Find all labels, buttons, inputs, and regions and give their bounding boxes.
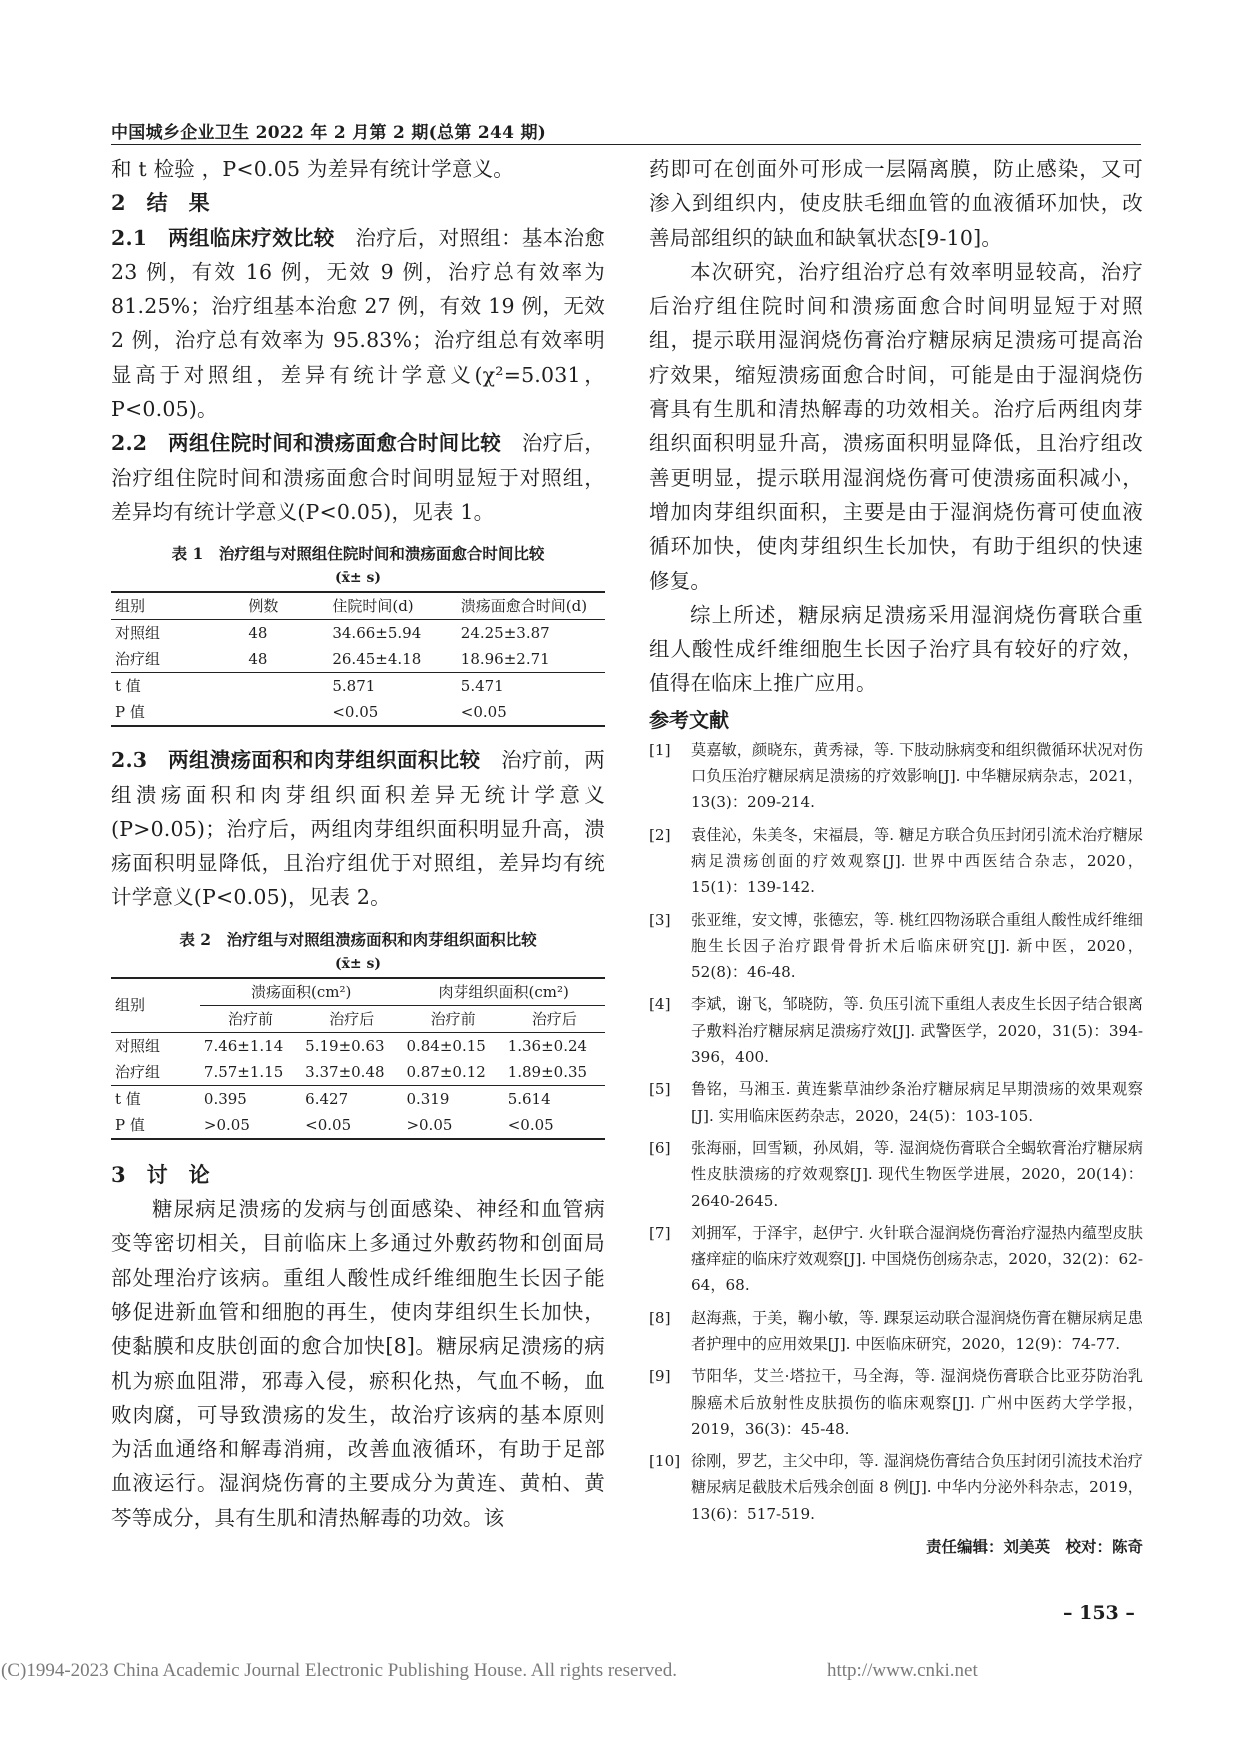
list-item <box>649 1076 1143 1129</box>
intro-paragraph: 和 t 检验 ，P<0.05 为差异有统计学意义。 <box>111 157 514 181</box>
copyright-notice: (C)1994-2023 China Academic Journal Electronic Publishing House. All rights reserved. <box>1 1660 677 1681</box>
header-rule <box>111 144 1141 145</box>
list-item <box>649 1363 1143 1442</box>
list-item <box>649 907 1143 986</box>
list-item <box>649 991 1143 1070</box>
table-cell: 0.319 <box>402 1085 503 1112</box>
table-cell: >0.05 <box>200 1112 301 1139</box>
section-3-heading: 3 讨 论 <box>111 1161 210 1187</box>
table2-subheader: 治疗后 <box>504 1005 605 1032</box>
table-row <box>111 673 605 700</box>
section-3-text: 糖尿病足溃疡的发病与创面感染、神经和血管病变等密切相关，目前临床上多通过外敷药物和创面局部处理治疗该病。重组人酸性成纤维细胞生长因子能够促进新血管和细胞的再生，使肉芽组织生长加快，使黏膜和皮肤创面的愈合加快[8]。糖尿病足溃疡的病机为瘀血阻滞，邪毒入侵，瘀积化热，气血不畅，血败肉腐，可导致溃疡的发生，故治疗该病的基本原则为活血通络和解毒消痈，改善血液循环，有助于足部血液运行。湿润烧伤膏的主要成分为黄连、黄柏、黄芩等成分，具有生肌和清热解毒的功效。该 <box>111 1197 605 1530</box>
ref-text: 赵海燕，于美，鞠小敏，等. 踝泵运动联合湿润烧伤膏在糖尿病足患者护理中的应用效果[J]. 中医临床研究，2020，12(9)：74-77. <box>691 1308 1143 1353</box>
table2-col-group-2: 肉芽组织面积(cm²) <box>402 978 605 1006</box>
list-item <box>649 1305 1143 1358</box>
table-cell: <0.05 <box>504 1112 605 1139</box>
ref-text: 李斌，谢飞，邹晓防，等. 负压引流下重组人表皮生长因子结合银离子敷料治疗糖尿病足溃疡疗效[J]. 武警医学，2020，31(5)：394-396，400. <box>691 995 1143 1067</box>
table-row <box>111 1112 605 1139</box>
table1 <box>111 591 605 727</box>
table-cell: 治疗组 <box>115 650 161 669</box>
table-row <box>111 620 605 647</box>
table-cell: 对照组 <box>115 1036 161 1055</box>
table-cell: 48 <box>248 624 268 643</box>
ref-number: [2] <box>649 825 671 844</box>
ref-number: [3] <box>649 910 671 929</box>
table-cell: 7.46±1.14 <box>203 1036 284 1055</box>
left-column <box>111 152 605 1535</box>
table-cell: 5.614 <box>504 1085 605 1112</box>
page-number: – 153 – <box>1063 1602 1135 1624</box>
references-list <box>649 737 1143 1527</box>
section-2-1-text: 治疗后，对照组：基本治愈 23 例，有效 16 例，无效 9 例，治疗总有效率为 81.25%；治疗组基本治愈 27 例，有效 19 例，无效 2 例，治疗总有效率为 95.83%；治疗组总有效率明显高于对照组，差异有统计学意义(χ²=5.031，P<0.05)。 <box>111 225 605 422</box>
table-cell <box>244 699 328 726</box>
table1-header: 组别 <box>111 592 244 620</box>
table1-caption: 表 1 治疗组与对照组住院时间和溃疡面愈合时间比较 <box>171 544 545 564</box>
section-2-3-title: 2.3 两组溃疡面积和肉芽组织面积比较 <box>111 748 481 773</box>
table-cell: 5.19±0.63 <box>305 1036 385 1055</box>
table-cell: 24.25±3.87 <box>460 624 550 643</box>
table-cell: 26.45±4.18 <box>332 650 422 669</box>
table-cell: 3.37±0.48 <box>305 1062 385 1081</box>
section-2-2-title: 2.2 两组住院时间和溃疡面愈合时间比较 <box>111 431 502 456</box>
journal-header: 中国城乡企业卫生 2022 年 2 月第 2 期(总第 244 期) <box>111 123 547 143</box>
editor-credit: 责任编辑：刘美英 校对：陈奇 <box>925 1537 1143 1557</box>
table2-header-row <box>111 978 605 1006</box>
section-2-1 <box>111 221 605 427</box>
section-2-3-text: 治疗前，两组溃疡面积和肉芽组织面积差异无统计学意义(P>0.05)；治疗后，两组肉芽组织面积明显升高，溃疡面积明显降低，且治疗组优于对照组，差异均有统计学意义(P<0.05)，见表 2。 <box>111 748 605 910</box>
ref-text: 张海丽，回雪颖，孙凤娟，等. 湿润烧伤膏联合全蝎软膏治疗糖尿病性皮肤溃疡的疗效观察[J]. 现代生物医学进展，2020，20(14)：2640-2645. <box>691 1138 1143 1210</box>
list-item <box>649 737 1143 816</box>
section-2-3 <box>111 743 605 914</box>
table-cell <box>244 673 328 700</box>
table-row <box>111 699 605 726</box>
table-cell: t 值 <box>111 1085 200 1112</box>
references-heading: 参考文献 <box>649 707 729 732</box>
table-cell: 18.96±2.71 <box>460 650 550 669</box>
table-cell: 34.66±5.94 <box>332 624 422 643</box>
table2-subheader: 治疗前 <box>200 1005 301 1032</box>
table2-subheader: 治疗前 <box>402 1005 503 1032</box>
table-cell: 5.471 <box>457 673 605 700</box>
list-item <box>649 1220 1143 1299</box>
table-cell: t 值 <box>111 673 244 700</box>
table-cell: 48 <box>248 650 268 669</box>
footer-url[interactable]: http://www.cnki.net <box>827 1660 978 1681</box>
ref-number: [7] <box>649 1223 671 1242</box>
table-cell: <0.05 <box>457 699 605 726</box>
ref-number: [10] <box>649 1452 681 1471</box>
table1-note: (x̄± s) <box>334 570 382 587</box>
table-cell: <0.05 <box>301 1112 402 1139</box>
table2-caption: 表 2 治疗组与对照组溃疡面积和肉芽组织面积比较 <box>179 929 537 949</box>
table-cell: 治疗组 <box>115 1062 161 1081</box>
list-item <box>649 1135 1143 1214</box>
table-row <box>111 1085 605 1112</box>
table2-group-header: 组别 <box>111 978 200 1033</box>
ref-number: [9] <box>649 1367 671 1386</box>
table-cell: 对照组 <box>115 624 161 643</box>
ref-number: [6] <box>649 1138 671 1157</box>
right-column <box>649 152 1143 1561</box>
ref-number: [5] <box>649 1080 671 1099</box>
ref-text: 张亚维，安文博，张德宏，等. 桃红四物汤联合重组人酸性成纤维细胞生长因子治疗跟骨骨折术后临床研究[J]. 新中医，2020，52(8)：46-48. <box>691 910 1143 982</box>
section-2-2 <box>111 426 605 529</box>
table-cell: 6.427 <box>301 1085 402 1112</box>
table2-subheader: 治疗后 <box>301 1005 402 1032</box>
ref-text: 袁佳沁，朱美冬，宋福晨，等. 糖足方联合负压封闭引流术治疗糖尿病足溃疡创面的疗效观察[J]. 世界中西医结合杂志，2020，15(1)：139-142. <box>691 825 1143 897</box>
table-cell: 0.395 <box>200 1085 301 1112</box>
table1-header: 住院时间(d) <box>328 592 456 620</box>
discussion-paragraph-2: 本次研究，治疗组治疗总有效率明显较高，治疗后治疗组住院时间和溃疡面愈合时间明显短于对照组，提示联用湿润烧伤膏治疗糖尿病足溃疡可提高治疗效果，缩短溃疡面愈合时间，可能是由于湿润烧伤膏具有生肌和清热解毒的功效相关。治疗后两组肉芽组织面积明显升高，溃疡面积明显降低，且治疗组改善更明显，提示联用湿润烧伤膏可使溃疡面积减小，增加肉芽组织面积，主要是由于湿润烧伤膏可使血液循环加快，使肉芽组织生长加快，有助于组织的快速修复。 <box>649 259 1143 593</box>
table-cell: P 值 <box>111 699 244 726</box>
table-cell: 7.57±1.15 <box>203 1062 284 1081</box>
list-item <box>649 822 1143 901</box>
table-cell: P 值 <box>111 1112 200 1139</box>
table1-header: 例数 <box>244 592 328 620</box>
table2 <box>111 977 605 1140</box>
ref-number: [8] <box>649 1308 671 1327</box>
table-cell: >0.05 <box>402 1112 503 1139</box>
table2-note: (x̄± s) <box>334 955 382 972</box>
discussion-paragraph-1: 药即可在创面外可形成一层隔离膜，防止感染，又可渗入到组织内，使皮肤毛细血管的血液循环加快，改善局部组织的缺血和缺氧状态[9-10]。 <box>649 157 1143 250</box>
ref-text: 节阳华，艾兰·塔拉干，马全海，等. 湿润烧伤膏联合比亚芬防治乳腺癌术后放射性皮肤损伤的临床观察[J]. 广州中医药大学学报，2019，36(3)：45-48. <box>691 1367 1143 1438</box>
ref-text: 刘拥军，于泽宇，赵伊宁. 火针联合湿润烧伤膏治疗湿热内蕴型皮肤瘙痒症的临床疗效观察[J]. 中国烧伤创疡杂志，2020，32(2)：62-64，68. <box>691 1223 1143 1295</box>
table-cell: 0.84±0.15 <box>406 1036 486 1055</box>
section-2-heading: 2 结 果 <box>111 190 210 216</box>
table-cell: 1.36±0.24 <box>507 1036 588 1055</box>
table2-col-group-1: 溃疡面积(cm²) <box>200 978 403 1006</box>
table1-header-row <box>111 592 605 620</box>
ref-number: [1] <box>649 740 671 759</box>
table-row <box>111 1032 605 1059</box>
ref-text: 莫嘉敏，颜晓东，黄秀禄，等. 下肢动脉病变和组织微循环状况对伤口负压治疗糖尿病足溃疡的疗效影响[J]. 中华糖尿病杂志，2021，13(3)：209-214. <box>691 740 1143 812</box>
conclusion-paragraph: 综上所述，糖尿病足溃疡采用湿润烧伤膏联合重组人酸性成纤维细胞生长因子治疗具有较好的疗效，值得在临床上推广应用。 <box>649 602 1143 696</box>
ref-text: 徐刚，罗艺，主父中印，等. 湿润烧伤膏结合负压封闭引流技术治疗糖尿病足截肢术后残余创面 8 例[J]. 中华内分泌外科杂志，2019，13(6)：517-519. <box>691 1452 1143 1523</box>
table-row <box>111 646 605 673</box>
ref-text: 鲁铭，马湘玉. 黄连紫草油纱条治疗糖尿病足早期溃疡的效果观察[J]. 实用临床医药杂志，2020，24(5)：103-105. <box>691 1080 1143 1125</box>
ref-number: [4] <box>649 995 671 1014</box>
table-cell: 5.871 <box>328 673 456 700</box>
table-cell: 1.89±0.35 <box>507 1062 588 1081</box>
section-2-2-text: 治疗后，治疗组住院时间和溃疡面愈合时间明显短于对照组，差异均有统计学意义(P<0.05)，见表 1。 <box>111 431 606 524</box>
section-2-1-title: 2.1 两组临床疗效比较 <box>111 225 335 250</box>
list-item <box>649 1448 1143 1527</box>
table-cell: <0.05 <box>328 699 456 726</box>
table-row <box>111 1059 605 1086</box>
table1-header: 溃疡面愈合时间(d) <box>457 592 605 620</box>
table-cell: 0.87±0.12 <box>406 1062 486 1081</box>
